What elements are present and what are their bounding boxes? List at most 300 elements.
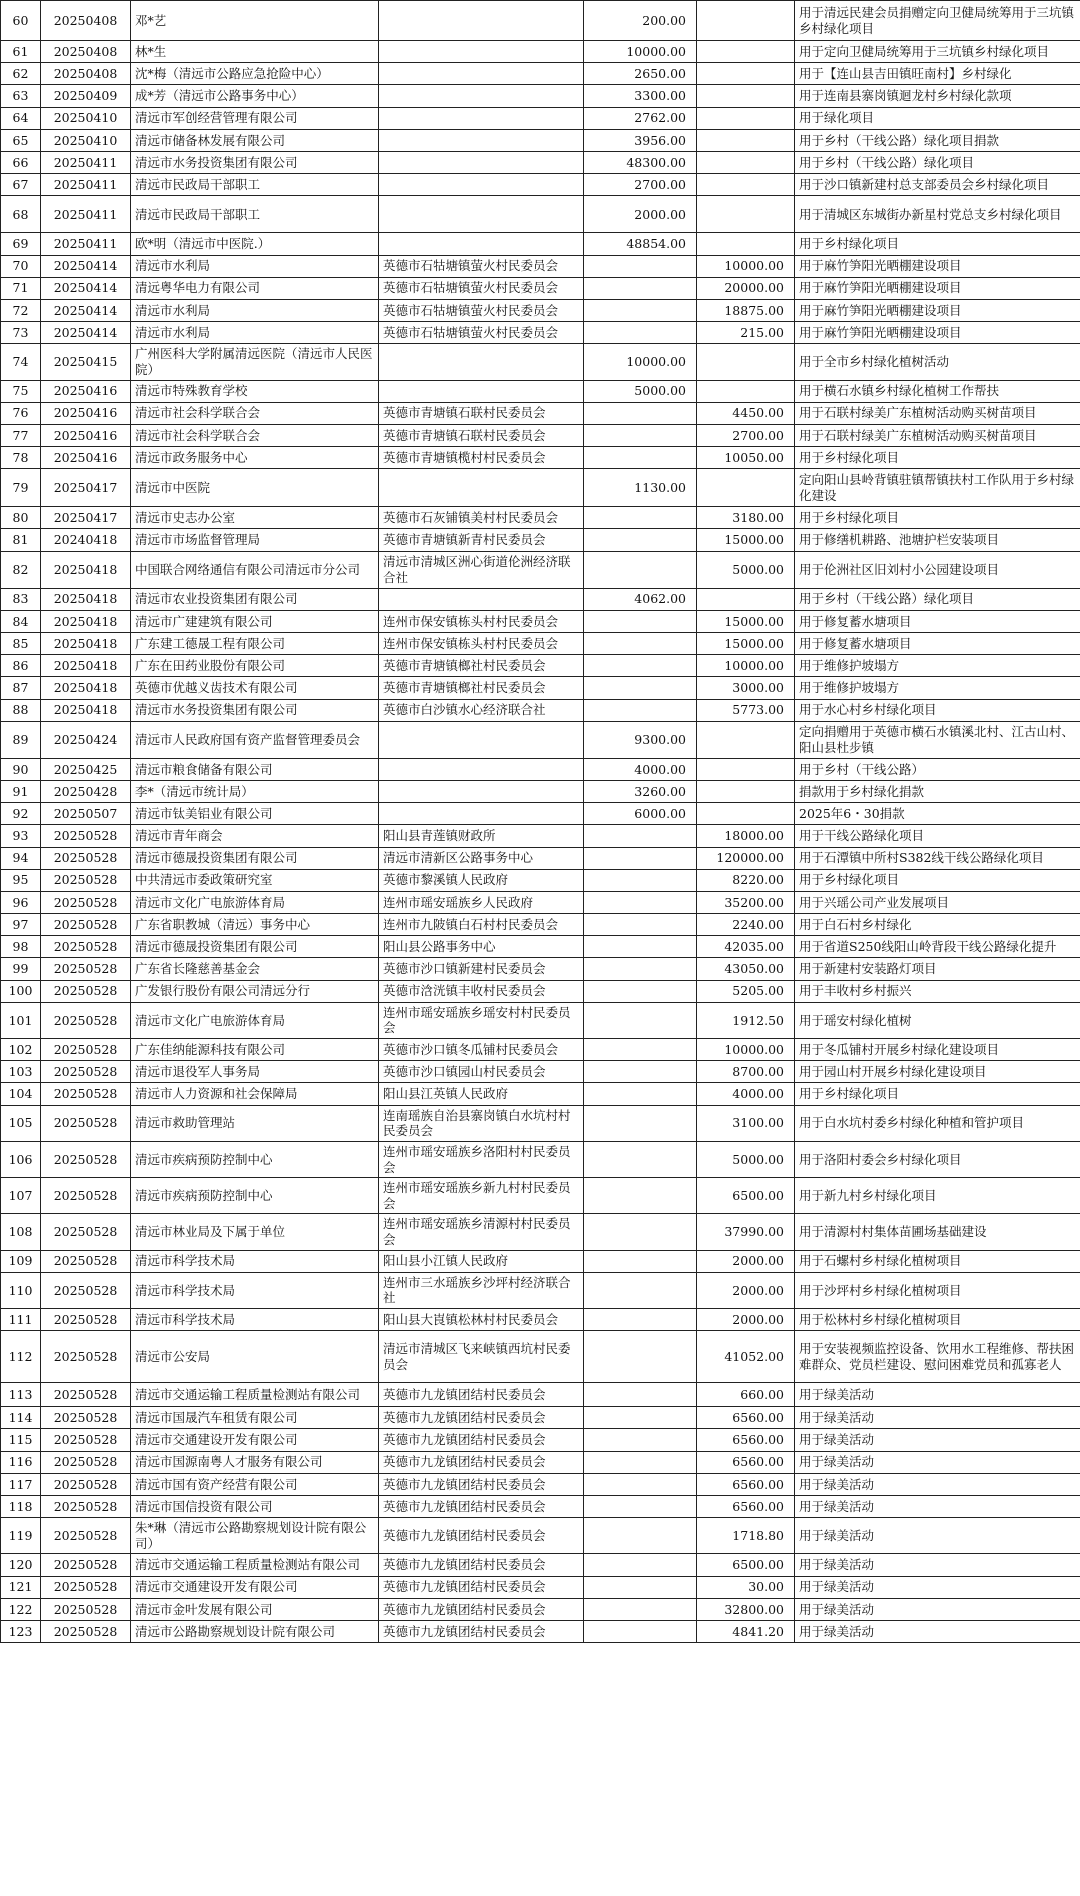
amount-b-cell: 4450.00 [697,402,795,424]
date-cell: 20250408 [41,41,131,63]
donor-cell: 广州医科大学附属清远医院（清远市人民医院） [131,344,379,380]
recipient-cell: 阳山县大崀镇松林村村民委员会 [379,1309,584,1331]
amount-b-cell: 3100.00 [697,1105,795,1141]
table-row [1,447,1080,469]
donor-cell: 清远市粮食储备有限公司 [131,758,379,780]
seq-no-cell: 75 [1,380,41,402]
donor-cell: 广东在田药业股份有限公司 [131,655,379,677]
purpose-cell: 用于省道S250线阳山岭背段干线公路绿化提升 [795,936,1080,958]
recipient-cell: 连南瑶族自治县寨岗镇白水坑村村民委员会 [379,1105,584,1141]
seq-no-cell: 83 [1,588,41,610]
table-row [1,1576,1080,1598]
recipient-cell [379,721,584,758]
amount-b-cell [697,721,795,758]
seq-no-cell: 64 [1,107,41,129]
seq-no-cell: 71 [1,277,41,299]
table-row [1,936,1080,958]
recipient-cell: 英德市九龙镇团结村民委员会 [379,1473,584,1495]
donor-cell: 清远市交通运输工程质量检测站有限公司 [131,1554,379,1576]
date-cell: 20250528 [41,1105,131,1141]
purpose-cell: 2025年6・30捐款 [795,803,1080,825]
amount-b-cell: 6560.00 [697,1407,795,1429]
amount-a-cell [584,1039,697,1061]
date-cell: 20250528 [41,1518,131,1554]
amount-b-cell [697,380,795,402]
recipient-cell: 英德市青塘镇石联村民委员会 [379,424,584,446]
donor-cell: 清远市社会科学联合会 [131,424,379,446]
table-row [1,344,1080,380]
purpose-cell: 用于修复蓄水塘项目 [795,633,1080,655]
purpose-cell: 用于麻竹笋阳光晒棚建设项目 [795,277,1080,299]
recipient-cell: 英德市九龙镇团结村民委员会 [379,1407,584,1429]
table-row [1,803,1080,825]
amount-b-cell: 41052.00 [697,1331,795,1383]
amount-a-cell [584,980,697,1002]
table-row [1,780,1080,802]
table-row [1,299,1080,321]
donor-cell: 清远市水利局 [131,299,379,321]
donor-cell: 清远市水务投资集团有限公司 [131,151,379,173]
amount-b-cell: 18000.00 [697,825,795,847]
amount-b-cell [697,129,795,151]
recipient-cell: 英德市九龙镇团结村民委员会 [379,1496,584,1518]
amount-a-cell [584,914,697,936]
date-cell: 20250528 [41,914,131,936]
table-row [1,677,1080,699]
seq-no-cell: 69 [1,233,41,255]
table-row [1,1429,1080,1451]
amount-a-cell [584,1141,697,1177]
donor-cell: 清远市德晟投资集团有限公司 [131,936,379,958]
date-cell: 20250418 [41,677,131,699]
seq-no-cell: 110 [1,1272,41,1308]
purpose-cell: 用于横石水镇乡村绿化植树工作帮扶 [795,380,1080,402]
date-cell: 20250417 [41,469,131,507]
seq-no-cell: 88 [1,699,41,721]
purpose-cell: 用于乡村绿化项目 [795,1083,1080,1105]
amount-b-cell: 8700.00 [697,1061,795,1083]
amount-b-cell: 3180.00 [697,507,795,529]
amount-a-cell [584,1621,697,1643]
recipient-cell [379,129,584,151]
purpose-cell: 用于沙口镇新建村总支部委员会乡村绿化项目 [795,174,1080,196]
purpose-cell: 用于石联村绿美广东植树活动购买树苗项目 [795,402,1080,424]
amount-b-cell: 15000.00 [697,610,795,632]
seq-no-cell: 112 [1,1331,41,1383]
seq-no-cell: 120 [1,1554,41,1576]
amount-a-cell [584,1272,697,1308]
recipient-cell: 连州市瑶安瑶族乡瑶安村村民委员会 [379,1002,584,1038]
purpose-cell: 用于乡村（干线公路）绿化项目 [795,151,1080,173]
date-cell: 20250528 [41,1083,131,1105]
seq-no-cell: 79 [1,469,41,507]
table-row [1,914,1080,936]
date-cell: 20250415 [41,344,131,380]
donor-cell: 清远市市场监督管理局 [131,529,379,551]
date-cell: 20250414 [41,299,131,321]
purpose-cell: 用于白水坑村委乡村绿化种植和管护项目 [795,1105,1080,1141]
seq-no-cell: 91 [1,780,41,802]
table-row [1,1178,1080,1214]
table-row [1,610,1080,632]
date-cell: 20250411 [41,174,131,196]
recipient-cell [379,196,584,233]
date-cell: 20250418 [41,610,131,632]
amount-a-cell [584,1554,697,1576]
seq-no-cell: 122 [1,1598,41,1620]
date-cell: 20250528 [41,1621,131,1643]
date-cell: 20250416 [41,402,131,424]
purpose-cell: 用于绿化项目 [795,107,1080,129]
amount-a-cell [584,1473,697,1495]
purpose-cell: 用于沙坪村乡村绿化植树项目 [795,1272,1080,1308]
amount-b-cell: 1718.80 [697,1518,795,1554]
table-row [1,633,1080,655]
amount-b-cell [697,344,795,380]
table-row [1,1331,1080,1383]
seq-no-cell: 85 [1,633,41,655]
amount-b-cell [697,196,795,233]
date-cell: 20250507 [41,803,131,825]
date-cell: 20250416 [41,447,131,469]
amount-b-cell: 10000.00 [697,255,795,277]
purpose-cell: 用于兴瑶公司产业发展项目 [795,891,1080,913]
amount-a-cell [584,936,697,958]
amount-a-cell: 4000.00 [584,758,697,780]
donor-cell: 清远市国源南粤人才服务有限公司 [131,1451,379,1473]
purpose-cell: 用于麻竹笋阳光晒棚建设项目 [795,322,1080,344]
table-row [1,1451,1080,1473]
amount-b-cell [697,588,795,610]
recipient-cell: 连州市保安镇栋头村村民委员会 [379,610,584,632]
purpose-cell: 用于绿美活动 [795,1518,1080,1554]
seq-no-cell: 74 [1,344,41,380]
amount-a-cell: 2000.00 [584,196,697,233]
date-cell: 20250528 [41,825,131,847]
seq-no-cell: 68 [1,196,41,233]
date-cell: 20250528 [41,1554,131,1576]
table-row [1,85,1080,107]
recipient-cell: 连州市瑶安瑶族乡清源村村民委员会 [379,1214,584,1250]
purpose-cell: 用于安装视频监控设备、饮用水工程维修、帮扶困难群众、党员栏建设、慰问困难党员和孤寡老人 [795,1331,1080,1383]
recipient-cell [379,803,584,825]
donor-cell: 广东省职教城（清远）事务中心 [131,914,379,936]
table-row [1,655,1080,677]
seq-no-cell: 111 [1,1309,41,1331]
seq-no-cell: 118 [1,1496,41,1518]
date-cell: 20250528 [41,869,131,891]
amount-b-cell: 6560.00 [697,1496,795,1518]
seq-no-cell: 93 [1,825,41,847]
date-cell: 20250528 [41,1451,131,1473]
amount-b-cell: 2000.00 [697,1250,795,1272]
recipient-cell [379,63,584,85]
amount-b-cell: 6560.00 [697,1473,795,1495]
donor-cell: 广东省长隆慈善基金会 [131,958,379,980]
amount-a-cell [584,1250,697,1272]
donor-cell: 广东建工德晟工程有限公司 [131,633,379,655]
table-row [1,107,1080,129]
donor-cell: 清远市退役军人事务局 [131,1061,379,1083]
amount-a-cell [584,1496,697,1518]
recipient-cell: 英德市石牯塘镇萤火村民委员会 [379,322,584,344]
seq-no-cell: 62 [1,63,41,85]
donor-cell: 清远市军创经营管理有限公司 [131,107,379,129]
purpose-cell: 用于乡村（干线公路）绿化项目捐款 [795,129,1080,151]
table-row [1,869,1080,891]
amount-a-cell [584,1383,697,1407]
seq-no-cell: 96 [1,891,41,913]
amount-b-cell [697,151,795,173]
seq-no-cell: 60 [1,1,41,41]
amount-a-cell: 3260.00 [584,780,697,802]
table-row [1,980,1080,1002]
table-row [1,174,1080,196]
recipient-cell [379,41,584,63]
recipient-cell: 英德市沙口镇冬瓜铺村民委员会 [379,1039,584,1061]
seq-no-cell: 65 [1,129,41,151]
seq-no-cell: 67 [1,174,41,196]
amount-a-cell [584,255,697,277]
donor-cell: 清远市民政局干部职工 [131,174,379,196]
amount-b-cell: 3000.00 [697,677,795,699]
amount-a-cell [584,1407,697,1429]
purpose-cell: 用于【连山县吉田镇旺南村】乡村绿化 [795,63,1080,85]
amount-a-cell [584,1061,697,1083]
date-cell: 20250528 [41,1429,131,1451]
recipient-cell: 连州市三水瑶族乡沙坪村经济联合社 [379,1272,584,1308]
donor-cell: 清远市青年商会 [131,825,379,847]
donor-cell: 清远市金叶发展有限公司 [131,1598,379,1620]
purpose-cell: 用于园山村开展乡村绿化建设项目 [795,1061,1080,1083]
recipient-cell: 英德市浛洸镇丰收村民委员会 [379,980,584,1002]
purpose-cell: 用于绿美活动 [795,1598,1080,1620]
donor-cell: 清远市农业投资集团有限公司 [131,588,379,610]
date-cell: 20250414 [41,322,131,344]
amount-a-cell [584,1214,697,1250]
seq-no-cell: 76 [1,402,41,424]
amount-b-cell [697,469,795,507]
recipient-cell: 英德市石牯塘镇萤火村民委员会 [379,277,584,299]
amount-a-cell: 3300.00 [584,85,697,107]
purpose-cell: 用于乡村绿化项目 [795,233,1080,255]
donor-cell: 清远市林业局及下属于单位 [131,1214,379,1250]
table-row [1,1061,1080,1083]
donor-cell: 清远市水务投资集团有限公司 [131,699,379,721]
donor-cell: 清远市国晟汽车租赁有限公司 [131,1407,379,1429]
purpose-cell: 用于冬瓜铺村开展乡村绿化建设项目 [795,1039,1080,1061]
table-row [1,1272,1080,1308]
date-cell: 20250528 [41,1002,131,1038]
seq-no-cell: 72 [1,299,41,321]
date-cell: 20250528 [41,1309,131,1331]
recipient-cell: 英德市白沙镇水心经济联合社 [379,699,584,721]
table-row [1,891,1080,913]
donor-cell: 清远市科学技术局 [131,1309,379,1331]
recipient-cell: 英德市青塘镇榄村村民委员会 [379,447,584,469]
donor-cell: 清远市文化广电旅游体育局 [131,1002,379,1038]
recipient-cell [379,780,584,802]
purpose-cell: 用于维修护坡塌方 [795,677,1080,699]
date-cell: 20250528 [41,1141,131,1177]
donor-cell: 清远市水利局 [131,255,379,277]
donor-cell: 中国联合网络通信有限公司清远市分公司 [131,551,379,588]
amount-a-cell [584,633,697,655]
seq-no-cell: 103 [1,1061,41,1083]
recipient-cell: 阳山县青莲镇财政所 [379,825,584,847]
amount-a-cell [584,1178,697,1214]
amount-a-cell [584,1083,697,1105]
purpose-cell: 用于伦洲社区旧刘村小公园建设项目 [795,551,1080,588]
donor-cell: 清远市科学技术局 [131,1272,379,1308]
date-cell: 20250528 [41,1250,131,1272]
amount-a-cell [584,869,697,891]
amount-b-cell [697,233,795,255]
amount-b-cell [697,780,795,802]
donor-cell: 清远市疾病预防控制中心 [131,1178,379,1214]
donor-cell: 清远市社会科学联合会 [131,402,379,424]
recipient-cell: 连州市保安镇栋头村村民委员会 [379,633,584,655]
date-cell: 20250528 [41,1407,131,1429]
recipient-cell [379,344,584,380]
table-row [1,1141,1080,1177]
seq-no-cell: 108 [1,1214,41,1250]
purpose-cell: 用于干线公路绿化项目 [795,825,1080,847]
recipient-cell: 英德市九龙镇团结村民委员会 [379,1451,584,1473]
purpose-cell: 用于乡村（干线公路） [795,758,1080,780]
recipient-cell: 英德市青塘镇榔社村民委员会 [379,655,584,677]
table-row [1,721,1080,758]
purpose-cell: 用于清远民建会员捐赠定向卫健局统筹用于三坑镇乡村绿化项目 [795,1,1080,41]
table-row [1,1496,1080,1518]
amount-a-cell: 10000.00 [584,41,697,63]
donor-cell: 清远市交通运输工程质量检测站有限公司 [131,1383,379,1407]
table-row [1,758,1080,780]
donor-cell: 清远市人力资源和社会保障局 [131,1083,379,1105]
purpose-cell: 定向捐赠用于英德市横石水镇溪北村、江古山村、阳山县杜步镇 [795,721,1080,758]
donor-cell: 成*芳（清远市公路事务中心） [131,85,379,107]
seq-no-cell: 106 [1,1141,41,1177]
seq-no-cell: 116 [1,1451,41,1473]
seq-no-cell: 119 [1,1518,41,1554]
date-cell: 20250424 [41,721,131,758]
seq-no-cell: 113 [1,1383,41,1407]
seq-no-cell: 121 [1,1576,41,1598]
date-cell: 20250528 [41,1214,131,1250]
date-cell: 20250528 [41,1496,131,1518]
donor-cell: 清远市储备林发展有限公司 [131,129,379,151]
recipient-cell: 英德市青塘镇石联村民委员会 [379,402,584,424]
seq-no-cell: 98 [1,936,41,958]
date-cell: 20250528 [41,891,131,913]
table-row [1,1621,1080,1643]
amount-a-cell: 9300.00 [584,721,697,758]
table-row [1,1039,1080,1061]
purpose-cell: 用于白石村乡村绿化 [795,914,1080,936]
table-row [1,1598,1080,1620]
date-cell: 20250418 [41,588,131,610]
donor-cell: 清远市中医院 [131,469,379,507]
seq-no-cell: 82 [1,551,41,588]
recipient-cell: 英德市沙口镇新建村民委员会 [379,958,584,980]
amount-b-cell: 660.00 [697,1383,795,1407]
date-cell: 20250528 [41,1383,131,1407]
seq-no-cell: 92 [1,803,41,825]
purpose-cell: 用于石联村绿美广东植树活动购买树苗项目 [795,424,1080,446]
date-cell: 20250528 [41,847,131,869]
seq-no-cell: 61 [1,41,41,63]
amount-b-cell: 2000.00 [697,1309,795,1331]
purpose-cell: 用于维修护坡塌方 [795,655,1080,677]
purpose-cell: 定向阳山县岭背镇驻镇帮镇扶村工作队用于乡村绿化建设 [795,469,1080,507]
date-cell: 20250528 [41,1061,131,1083]
date-cell: 20250411 [41,196,131,233]
amount-b-cell: 5000.00 [697,551,795,588]
seq-no-cell: 81 [1,529,41,551]
recipient-cell: 阳山县小江镇人民政府 [379,1250,584,1272]
amount-a-cell: 10000.00 [584,344,697,380]
amount-a-cell [584,655,697,677]
amount-b-cell: 32800.00 [697,1598,795,1620]
purpose-cell: 用于绿美活动 [795,1383,1080,1407]
table-row [1,551,1080,588]
amount-b-cell: 5000.00 [697,1141,795,1177]
seq-no-cell: 105 [1,1105,41,1141]
amount-b-cell: 5205.00 [697,980,795,1002]
purpose-cell: 用于修复蓄水塘项目 [795,610,1080,632]
recipient-cell: 英德市石牯塘镇萤火村民委员会 [379,255,584,277]
donor-cell: 清远市史志办公室 [131,507,379,529]
seq-no-cell: 63 [1,85,41,107]
date-cell: 20250528 [41,1178,131,1214]
amount-a-cell: 2700.00 [584,174,697,196]
purpose-cell: 用于绿美活动 [795,1407,1080,1429]
table-row [1,1473,1080,1495]
table-row [1,63,1080,85]
recipient-cell: 英德市沙口镇园山村民委员会 [379,1061,584,1083]
amount-b-cell: 2700.00 [697,424,795,446]
amount-b-cell: 4841.20 [697,1621,795,1643]
date-cell: 20240418 [41,529,131,551]
recipient-cell [379,85,584,107]
table-row [1,129,1080,151]
donor-cell: 清远市交通建设开发有限公司 [131,1429,379,1451]
purpose-cell: 用于全市乡村绿化植树活动 [795,344,1080,380]
purpose-cell: 用于乡村绿化项目 [795,869,1080,891]
donor-cell: 清远市民政局干部职工 [131,196,379,233]
purpose-cell: 用于石潭镇中所村S382线干线公路绿化项目 [795,847,1080,869]
donor-cell: 中共清远市委政策研究室 [131,869,379,891]
amount-a-cell [584,1002,697,1038]
table-row [1,277,1080,299]
donor-cell: 清远市广建建筑有限公司 [131,610,379,632]
recipient-cell: 英德市九龙镇团结村民委员会 [379,1576,584,1598]
amount-b-cell: 2000.00 [697,1272,795,1308]
donor-cell: 清远市疾病预防控制中心 [131,1141,379,1177]
date-cell: 20250414 [41,277,131,299]
purpose-cell: 用于绿美活动 [795,1429,1080,1451]
table-row [1,507,1080,529]
table-row [1,958,1080,980]
amount-a-cell: 200.00 [584,1,697,41]
amount-b-cell: 43050.00 [697,958,795,980]
amount-b-cell: 6500.00 [697,1554,795,1576]
table-row [1,847,1080,869]
purpose-cell: 用于石螺村乡村绿化植树项目 [795,1250,1080,1272]
table-body [1,1,1080,1643]
amount-a-cell [584,402,697,424]
table-row [1,529,1080,551]
